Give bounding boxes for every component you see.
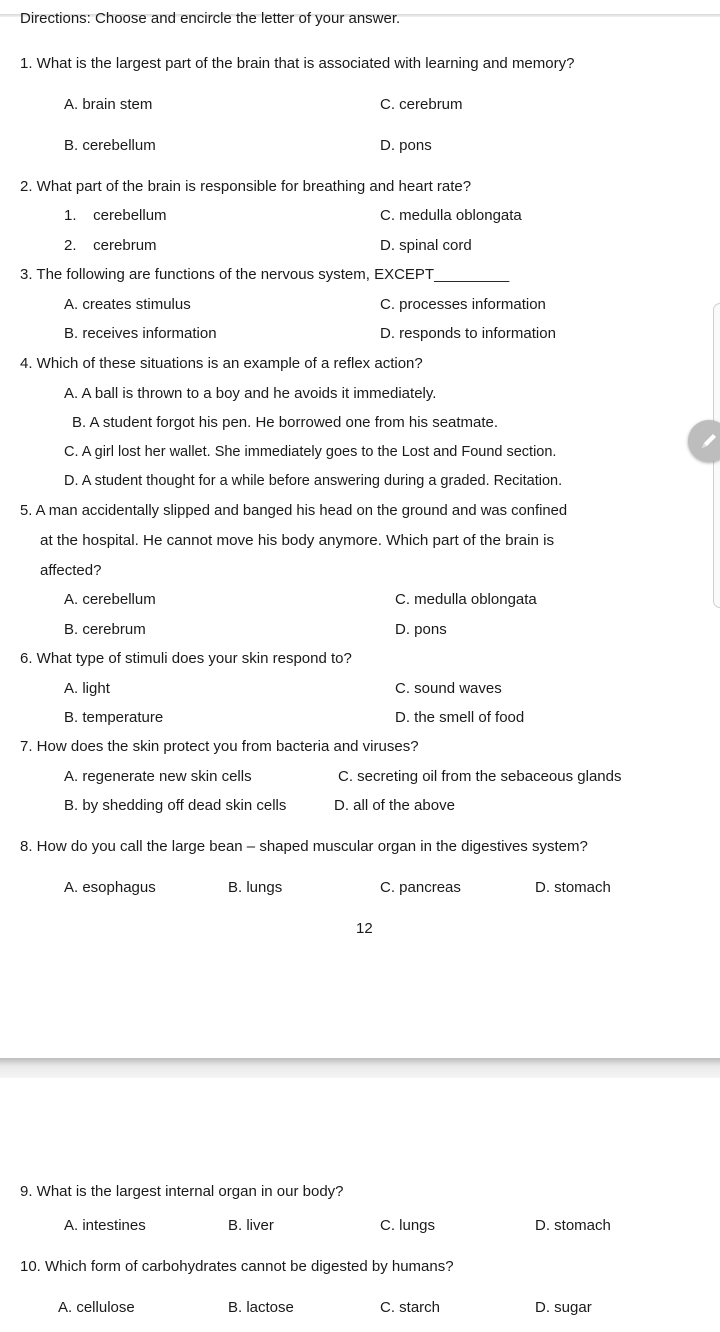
- question-6: 6. What type of stimuli does your skin respond to?: [20, 650, 352, 667]
- q7-choice-d: D. all of the above: [334, 797, 455, 814]
- pencil-icon: [698, 430, 720, 452]
- page-number: 12: [356, 920, 373, 937]
- q10-choice-a: A. cellulose: [58, 1299, 135, 1316]
- q1-choice-d: D. pons: [380, 137, 432, 154]
- q5-choice-d: D. pons: [395, 621, 447, 638]
- q3-choice-c: C. processes information: [380, 296, 546, 313]
- q5-choice-a: A. cerebellum: [64, 591, 156, 608]
- q6-choice-c: C. sound waves: [395, 680, 502, 697]
- q9-choice-d: D. stomach: [535, 1217, 611, 1234]
- q9-choice-c: C. lungs: [380, 1217, 436, 1234]
- q4-choice-a: A. A ball is thrown to a boy and he avoids it immediately.: [64, 385, 437, 402]
- question-5-line-2: at the hospital. He cannot move his body anymore. Which part of the brain is: [40, 532, 555, 549]
- question-7: 7. How does the skin protect you from bacteria and viruses?: [20, 738, 419, 755]
- q3-choice-d: D. responds to information: [380, 325, 556, 342]
- q4-choice-c: C. A girl lost her wallet. She immediately goes to the Lost and Found section.: [64, 444, 557, 460]
- q8-choice-c: C. pancreas: [380, 879, 461, 896]
- q5-choice-b: B. cerebrum: [64, 621, 146, 638]
- q2-choice-c: C. medulla oblongata: [380, 207, 522, 224]
- q8-choice-a: A. esophagus: [64, 879, 156, 896]
- question-5-line-3: affected?: [40, 562, 102, 579]
- q7-choice-a: A. regenerate new skin cells: [64, 768, 252, 785]
- q10-choice-c: C. starch: [380, 1299, 441, 1316]
- q1-choice-a: A. brain stem: [64, 96, 153, 113]
- question-8: 8. How do you call the large bean – shaped muscular organ in the digestives system?: [20, 838, 588, 855]
- question-4: 4. Which of these situations is an example of a reflex action?: [20, 355, 423, 372]
- q5-choice-c: C. medulla oblongata: [395, 591, 537, 608]
- q7-choice-b: B. by shedding off dead skin cells: [64, 797, 287, 814]
- question-10: 10. Which form of carbohydrates cannot be digested by humans?: [20, 1258, 454, 1275]
- question-9: 9. What is the largest internal organ in our body?: [20, 1183, 344, 1200]
- q1-choice-b: B. cerebellum: [64, 137, 156, 154]
- directions: Directions: Choose and encircle the letter of your answer.: [20, 10, 401, 27]
- q8-choice-b: B. lungs: [228, 879, 283, 896]
- edit-button[interactable]: [688, 420, 720, 462]
- q2-choice-d: D. spinal cord: [380, 237, 472, 254]
- q9-choice-b: B. liver: [228, 1217, 274, 1234]
- question-3: 3. The following are functions of the nervous system, EXCEPT_________: [20, 266, 510, 283]
- q6-choice-d: D. the smell of food: [395, 709, 525, 726]
- q9-choice-a: A. intestines: [64, 1217, 146, 1234]
- q6-choice-a: A. light: [64, 680, 110, 697]
- question-1: 1. What is the largest part of the brain that is associated with learning and memory?: [20, 55, 575, 72]
- q3-choice-b: B. receives information: [64, 325, 217, 342]
- q10-choice-b: B. lactose: [228, 1299, 294, 1316]
- q3-choice-a: A. creates stimulus: [64, 296, 191, 313]
- q8-choice-d: D. stomach: [535, 879, 611, 896]
- q2-choice-1: 1. cerebellum: [64, 207, 167, 224]
- question-5-line-1: 5. A man accidentally slipped and banged his head on the ground and was confined: [20, 503, 568, 519]
- q1-choice-c: C. cerebrum: [380, 96, 463, 113]
- question-2: 2. What part of the brain is responsible for breathing and heart rate?: [20, 178, 472, 195]
- q2-choice-2: 2. cerebrum: [64, 237, 157, 254]
- page-break-divider: [0, 1058, 720, 1078]
- q10-choice-d: D. sugar: [535, 1299, 592, 1316]
- q4-choice-d: D. A student thought for a while before answering during a graded. Recitation.: [64, 473, 563, 489]
- q4-choice-b: B. A student forgot his pen. He borrowed one from his seatmate.: [72, 414, 499, 431]
- q6-choice-b: B. temperature: [64, 709, 164, 726]
- q7-choice-c: C. secreting oil from the sebaceous glands: [338, 768, 622, 785]
